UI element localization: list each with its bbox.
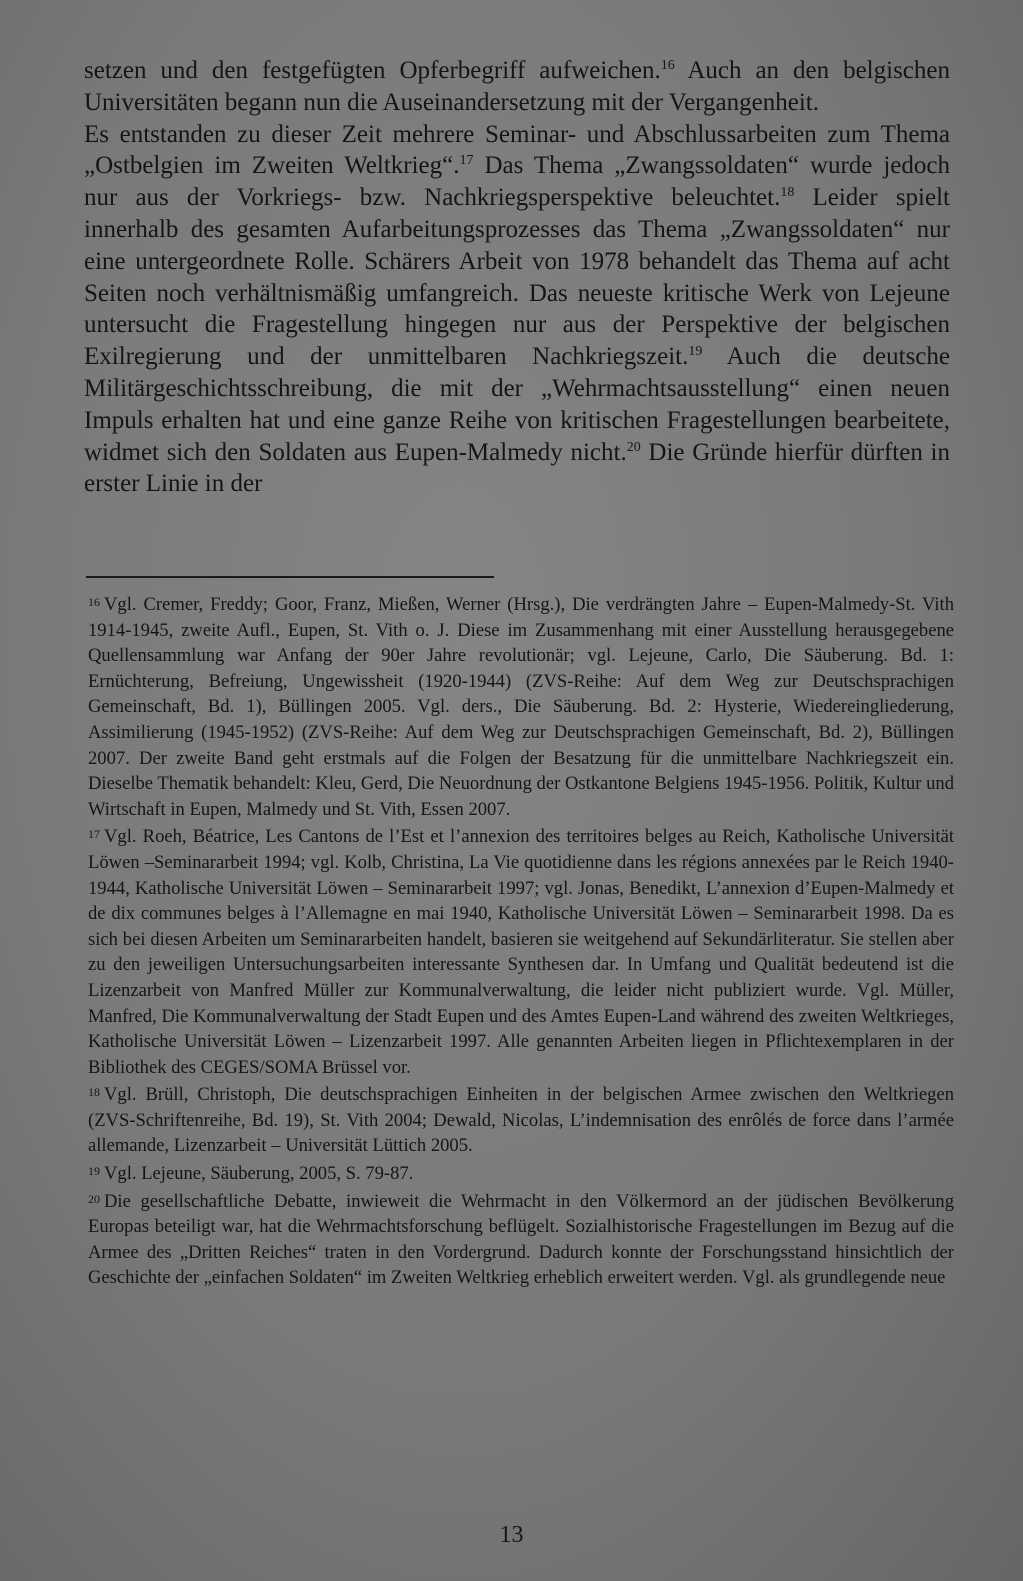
paragraph-1 xyxy=(84,55,950,119)
paragraph-2-part-a: Es entstanden zu dieser Zeit mehrere Seminar- und Abschlussarbeiten zum Thema „Ostbelgien im Zweiten Weltkrieg“. xyxy=(84,120,950,180)
footnote-number: 19 xyxy=(88,1164,100,1179)
footnote-ref-16: 16 xyxy=(660,58,675,73)
paragraph-2-part-c: Leider spielt innerhalb des gesamten Aufarbeitungsprozesses das Thema „Zwangssoldaten“ nur eine untergeordnete Rolle. Schärers Arbeit von 1978 behandelt das Thema auf acht Seiten noch verhältnismäßig umfangreich. Das neueste kritische Werk von Lejeune untersucht die Fragestellung hingegen nur aus der Perspektive der belgischen Exilregierung und der unmittelbaren Nachkriegszeit. xyxy=(84,184,950,371)
footnote-17 xyxy=(88,822,954,1080)
footnote-number: 17 xyxy=(88,827,100,842)
footnote-19 xyxy=(88,1159,954,1187)
footnote-18 xyxy=(88,1080,954,1159)
footnote-text: Die gesellschaftliche Debatte, inwieweit die Wehrmacht in den Völkermord an der jüdischen Bevölkerung Europas beteiligt war, hat die Wehrmachtsforschung beflügelt. Sozialhistorische Fragestellungen im Bezug auf die Armee des „Dritten Reiches“ traten in den Vordergrund. Dadurch konnte der Forschungsstand hinsichtlich der Geschichte der „einfachen Soldaten“ im Zweiten Weltkrieg erheblich erweitert werden. Vgl. als grundlegende neue xyxy=(88,1190,954,1289)
footnote-text: Vgl. Lejeune, Säuberung, 2005, S. 79-87. xyxy=(104,1163,414,1185)
footnote-20 xyxy=(88,1187,954,1291)
paragraph-2-part-e: Die Gründe hierfür dürften in erster Linie in der xyxy=(84,438,950,498)
paragraph-2-part-b: Das Thema „Zwangssoldaten“ wurde jedoch nur aus der Vorkriegs- bzw. Nachkriegsperspektive beleuchtet. xyxy=(84,152,950,212)
paragraph-2-part-d: Auch die deutsche Militärgeschichtsschreibung, die mit der „Wehrmachtsausstellung“ einen neuen Impuls erhalten hat und eine ganze Reihe von kritischen Fragestellungen bearbeitete, widmet sich den Soldaten aus Eupen-Malmedy nicht. xyxy=(84,343,950,466)
footnotes xyxy=(88,590,954,1291)
footnote-ref-20: 20 xyxy=(626,439,641,455)
footnote-ref-18: 18 xyxy=(780,185,795,201)
footnote-number: 18 xyxy=(88,1085,100,1100)
main-text xyxy=(84,55,950,500)
paragraph-1-text: setzen und den festgefügten Opferbegriff aufweichen. xyxy=(84,57,661,84)
footnote-divider xyxy=(86,576,494,578)
footnote-ref-19: 19 xyxy=(688,344,703,360)
paragraph-2 xyxy=(84,119,950,501)
footnote-number: 20 xyxy=(88,1191,100,1206)
footnote-16 xyxy=(88,590,954,822)
footnote-text: Vgl. Cremer, Freddy; Goor, Franz, Mießen, Werner (Hrsg.), Die verdrängten Jahre – Eupen-Malmedy-St. Vith 1914-1945, zweite Aufl., Eupen, St. Vith o. J. Diese im Zusammenhang mit einer Ausstellung herausgegebene Quellensammlung war Anfang der 90er Jahre revolutionär; vgl. Lejeune, Carlo, Die Säuberung. Bd. 1: Ernüchterung, Befreiung, Ungewissheit (1920-1944) (ZVS-Reihe: Auf dem Weg zur Deutschsprachigen Gemeinschaft, Bd. 1), Büllingen 2005. Vgl. ders., Die Säuberung. Bd. 2: Hysterie, Wiedereingliederung, Assimilierung (1945-1952) (ZVS-Reihe: Auf dem Weg zur Deutschsprachigen Gemeinschaft, Bd. 2), Büllingen 2007. Der zweite Band geht erstmals auf die Folgen der Besatzung für die unmittelbare Nachkriegszeit ein. Dieselbe Thematik behandelt: Kleu, Gerd, Die Neuordnung der Ostkantone Belgiens 1945-1956. Politik, Kultur und Wirtschaft in Eupen, Malmedy und St. Vith, Essen 2007. xyxy=(88,594,954,820)
footnote-ref-17: 17 xyxy=(459,153,474,169)
page-number: 13 xyxy=(499,1522,524,1548)
footnote-number: 16 xyxy=(88,595,100,609)
footnote-text: Vgl. Roeh, Béatrice, Les Cantons de l’Est et l’annexion des territoires belges au Reich, Katholische Universität Löwen –Seminararbeit 1994; vgl. Kolb, Christina, La Vie quotidienne dans les régions annexées par le Reich 1940-1944, Katholische Universität Löwen – Seminararbeit 1997; vgl. Jonas, Benedikt, L’annexion d’Eupen-Malmedy et de dix communes belges à l’Allemagne en mai 1940, Katholische Universität Löwen – Seminararbeit 1998. Da es sich bei diesen Arbeiten um Seminararbeiten handelt, basieren sie weitgehend auf Sekundärliteratur. Sie stellen aber zu den jeweiligen Untersuchungsarbeiten interessante Synthesen dar. In Umfang und Qualität bedeutend ist die Lizenzarbeit von Manfred Müller zur Kommunalverwaltung, die leider nicht publiziert wurde. Vgl. Müller, Manfred, Die Kommunalverwaltung der Stadt Eupen und des Amtes Eupen-Land während des zweiten Weltkrieges, Katholische Universität Löwen – Lizenzarbeit 1997. Alle genannten Arbeiten liegen in Pflichtexemplaren in der Bibliothek des CEGES/SOMA Brüssel vor. xyxy=(88,826,954,1078)
paragraph-1-text-cont: Auch an den belgischen Universitäten begann nun die Auseinandersetzung mit der Vergangenheit. xyxy=(84,57,950,116)
footnote-text: Vgl. Brüll, Christoph, Die deutschsprachigen Einheiten in der belgischen Armee zwischen den Weltkriegen (ZVS-Schriftenreihe, Bd. 19), St. Vith 2004; Dewald, Nicolas, L’indemnisation des enrôlés de force dans l’armée allemande, Lizenzarbeit – Universität Lüttich 2005. xyxy=(88,1084,954,1157)
